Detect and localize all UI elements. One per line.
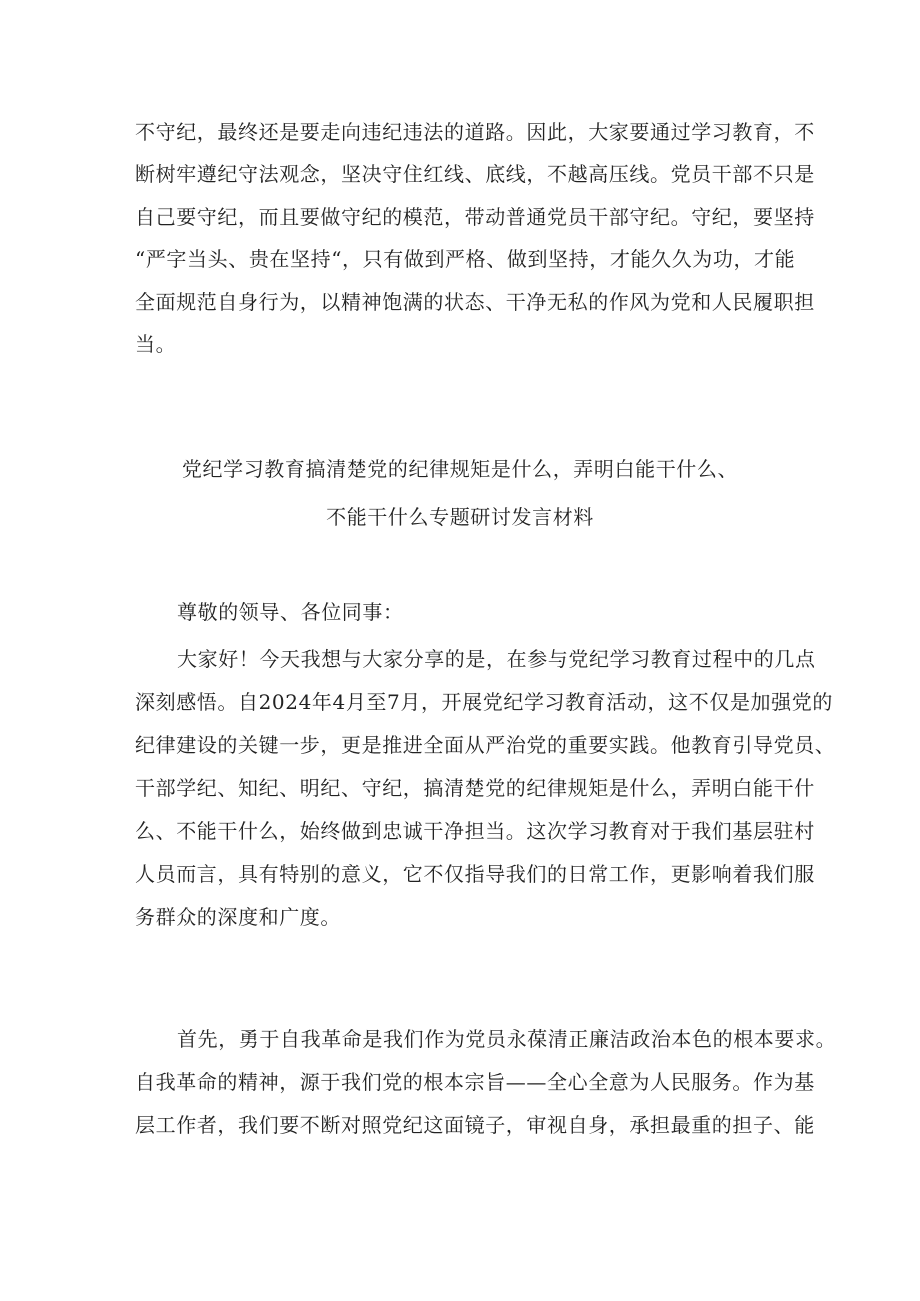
intro-line-4: “严字当头、贵在坚持“，只有做到严格、做到坚持，才能久久为功，才能	[135, 247, 796, 271]
intro-line-2: 断树牢遵纪守法观念，坚决守住红线、底线，不越高压线。党员干部不只是	[135, 162, 815, 186]
salutation: 尊敬的领导、各位同事：	[177, 600, 404, 624]
title-line-1: 党纪学习教育搞清楚党的纪律规矩是什么，弄明白能干什么、	[181, 457, 739, 481]
intro-line-1: 不守纪，最终还是要走向违纪违法的道路。因此，大家要通过学习教育，不	[135, 120, 815, 144]
intro-line-6: 当。	[135, 332, 177, 356]
body1-line-2: 深刻感悟。自2024年4月至7月，开展党纪学习教育活动，这不仅是加强党的	[135, 690, 833, 714]
body2-line-3: 层工作者，我们要不断对照党纪这面镜子，审视自身，承担最重的担子、能	[135, 1113, 815, 1137]
body1-line-1: 大家好！今天我想与大家分享的是，在参与党纪学习教育过程中的几点	[177, 647, 816, 671]
body2-line-1: 首先，勇于自我革命是我们作为党员永葆清正廉洁政治本色的根本要求。	[177, 1027, 837, 1051]
intro-line-5: 全面规范自身行为，以精神饱满的状态、干净无私的作风为党和人民履职担	[135, 290, 815, 314]
title-line-2: 不能干什么专题研讨发言材料	[326, 505, 594, 529]
body1-line-6: 人员而言，具有特别的意义，它不仅指导我们的日常工作，更影响着我们服	[135, 862, 815, 886]
body1-line-4: 干部学纪、知纪、明纪、守纪，搞清楚党的纪律规矩是什么，弄明白能干什	[135, 776, 815, 800]
intro-line-3: 自己要守纪，而且要做守纪的模范，带动普通党员干部守纪。守纪，要坚持	[135, 205, 815, 229]
body2-line-2: 自我革命的精神，源于我们党的根本宗旨——全心全意为人民服务。作为基	[135, 1070, 815, 1094]
body1-line-3: 纪律建设的关键一步，更是推进全面从严治党的重要实践。他教育引导党员、	[135, 733, 836, 757]
body1-line-5: 么、不能干什么，始终做到忠诚干净担当。这次学习教育对于我们基层驻村	[135, 819, 815, 843]
body1-line-7: 务群众的深度和广度。	[135, 905, 341, 929]
